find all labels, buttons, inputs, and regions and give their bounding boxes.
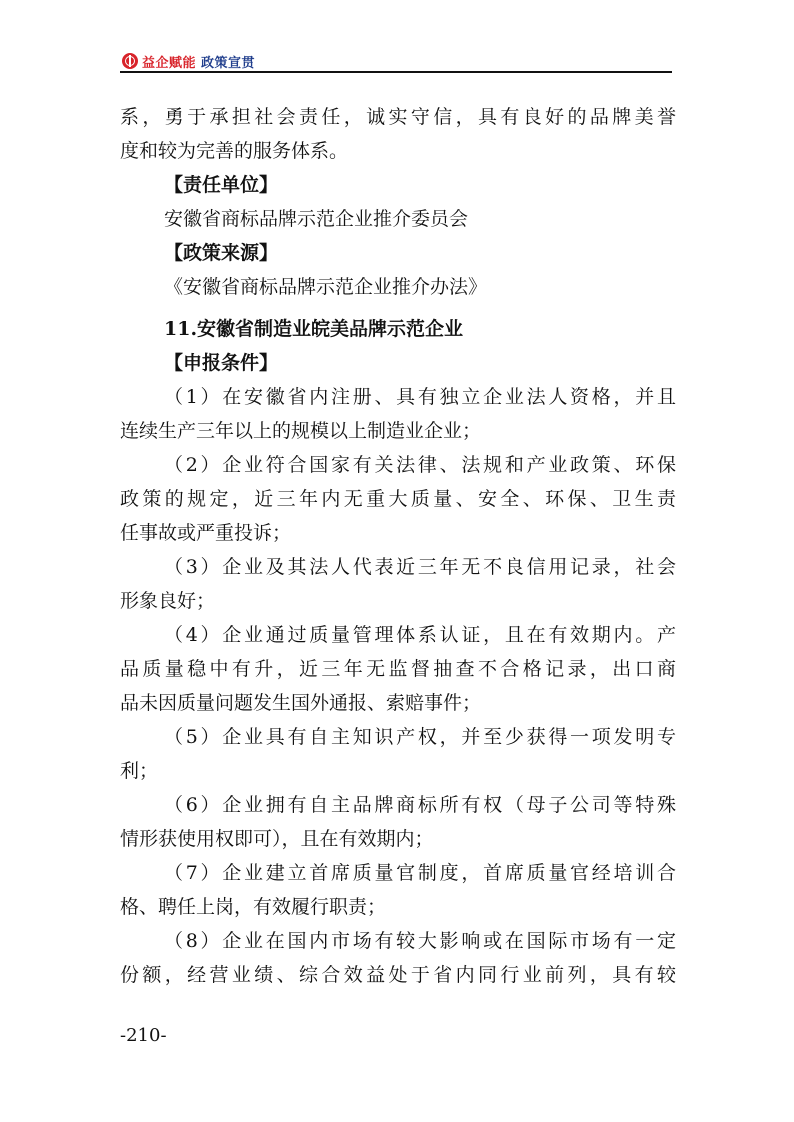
condition-line: 连续生产三年以上的规模以上制造业企业；: [120, 420, 482, 442]
brand-part2: 政策宣贯: [201, 55, 256, 71]
header: [122, 51, 255, 71]
condition-line: 品质量稳中有升，近三年无监督抽查不合格记录，出口商: [120, 658, 676, 680]
condition-line: （8）企业在国内市场有较大影响或在国际市场有一定: [164, 930, 676, 952]
condition-line: （6）企业拥有自主品牌商标所有权（母子公司等特殊: [164, 794, 676, 816]
condition-line: （2）企业符合国家有关法律、法规和产业政策、环保: [164, 454, 676, 476]
condition-line: （1）在安徽省内注册、具有独立企业法人资格，并且: [164, 386, 676, 408]
text-line: 系，勇于承担社会责任，诚实守信，具有良好的品牌美誉: [120, 106, 676, 128]
condition-line: （4）企业通过质量管理体系认证，且在有效期内。产: [164, 624, 676, 646]
section-heading-conditions: 【申报条件】: [164, 352, 279, 374]
condition-line: 格、聘任上岗，有效履行职责；: [120, 896, 387, 918]
header-rule: [120, 71, 672, 73]
text-line: 度和较为完善的服务体系。: [120, 140, 349, 162]
condition-line: 形象良好；: [120, 590, 216, 612]
condition-line: 利；: [120, 760, 159, 782]
section-title: 11.安徽省制造业皖美品牌示范企业: [164, 318, 464, 340]
section-heading-policy-source: 【政策来源】: [164, 242, 279, 264]
condition-line: 情形获使用权即可），且在有效期内；: [120, 828, 434, 850]
section-heading-responsible-unit: 【责任单位】: [164, 174, 279, 196]
condition-line: （7）企业建立首席质量官制度，首席质量官经培训合: [164, 862, 676, 884]
responsible-unit: 安徽省商标品牌示范企业推介委员会: [164, 208, 469, 230]
logo-icon: [122, 53, 138, 69]
page-number: -210-: [120, 1025, 167, 1046]
brand-name: [142, 52, 255, 71]
condition-line: 任事故或严重投诉；: [120, 522, 292, 544]
policy-source: 《安徽省商标品牌示范企业推介办法》: [164, 276, 488, 298]
condition-line: 品未因质量问题发生国外通报、索赔事件；: [120, 692, 482, 714]
condition-line: 政策的规定，近三年内无重大质量、安全、环保、卫生责: [120, 488, 676, 510]
condition-line: （3）企业及其法人代表近三年无不良信用记录，社会: [164, 556, 676, 578]
document-body: [120, 100, 676, 992]
brand-part1: 益企赋能: [142, 55, 197, 71]
condition-line: 份额，经营业绩、综合效益处于省内同行业前列，具有较: [120, 964, 676, 986]
condition-line: （5）企业具有自主知识产权，并至少获得一项发明专: [164, 726, 676, 748]
